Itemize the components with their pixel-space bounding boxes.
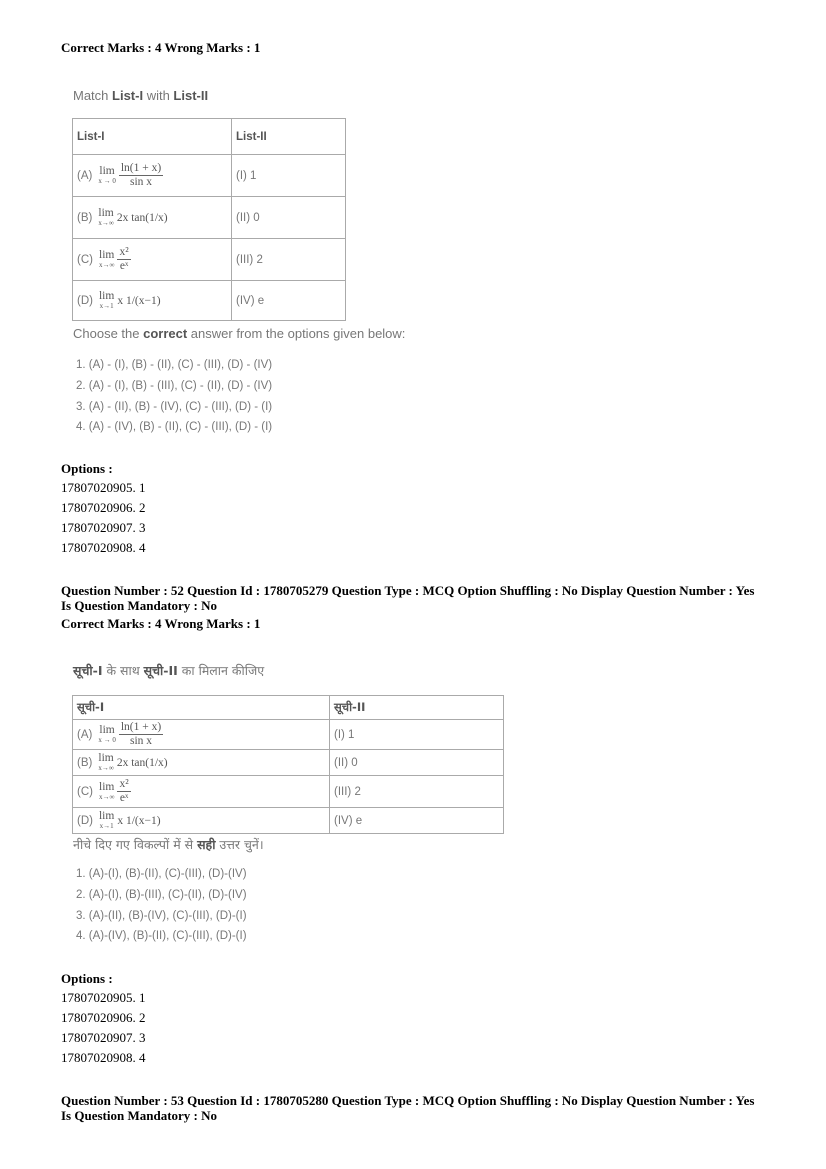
option-item: 17807020908. 4 bbox=[61, 540, 146, 555]
table-row bbox=[73, 155, 346, 197]
row-answer: (IV) e bbox=[232, 281, 346, 321]
lim-text: lim bbox=[99, 724, 115, 737]
lim-text: lim bbox=[98, 810, 115, 823]
fraction-numerator: x² bbox=[119, 778, 129, 791]
answer-choice: 1. (A)-(I), (B)-(II), (C)-(III), (D)-(IV) bbox=[76, 868, 247, 880]
row-answer: (IV) e bbox=[330, 808, 504, 834]
table-header-right: सूची-II bbox=[330, 696, 504, 720]
options-label: Options : bbox=[61, 971, 113, 986]
match-table bbox=[72, 118, 346, 321]
table-header-left: सूची-I bbox=[73, 696, 330, 720]
option-item: 17807020908. 4 bbox=[61, 1050, 146, 1065]
choose-prefix: नीचे दिए गए विकल्पों में से bbox=[73, 837, 198, 852]
lim-sub: x→∞ bbox=[98, 218, 114, 227]
lim-sub: x → 0 bbox=[98, 176, 116, 185]
question-meta-line: Question Number : 52 Question Id : 1780705279 Question Type : MCQ Option Shuffling : No Display Question Number : Yes bbox=[61, 583, 755, 598]
fraction-denominator: eˣ bbox=[119, 260, 129, 272]
row-label: (C) bbox=[77, 253, 93, 266]
option-item: 17807020906. 2 bbox=[61, 500, 146, 515]
option-item: 17807020906. 2 bbox=[61, 1010, 146, 1025]
match-table-hindi bbox=[72, 695, 504, 834]
row-answer: (I) 1 bbox=[330, 720, 504, 750]
choose-bold: सही bbox=[197, 837, 216, 852]
option-item: 17807020905. 1 bbox=[61, 480, 146, 495]
lim-text: lim bbox=[99, 249, 115, 262]
answer-choice: 3. (A) - (II), (B) - (IV), (C) - (III), (D) - (I) bbox=[76, 401, 273, 413]
fraction-denominator: sin x bbox=[129, 176, 153, 188]
option-item: 17807020905. 1 bbox=[61, 990, 146, 1005]
lim-sub: x→∞ bbox=[98, 792, 115, 801]
row-label: (D) bbox=[77, 294, 93, 307]
fraction-denominator: eˣ bbox=[119, 792, 129, 804]
row-answer: (I) 1 bbox=[232, 155, 346, 197]
lim-text: lim bbox=[98, 207, 114, 220]
row-answer: (III) 2 bbox=[232, 239, 346, 281]
match-instruction bbox=[73, 88, 208, 103]
expression: x 1/(x−1) bbox=[117, 814, 161, 827]
answer-choice: 2. (A)-(I), (B)-(III), (C)-(II), (D)-(IV) bbox=[76, 889, 247, 901]
lim-text: lim bbox=[99, 781, 115, 794]
instruction-mid: with bbox=[143, 88, 174, 103]
answer-choice: 3. (A)-(II), (B)-(IV), (C)-(III), (D)-(I) bbox=[76, 910, 247, 922]
instruction-list2: सूची-II bbox=[143, 663, 178, 678]
table-row bbox=[73, 239, 346, 281]
match-instruction-hindi bbox=[73, 662, 264, 679]
question-mandatory-line: Is Question Mandatory : No bbox=[61, 598, 218, 613]
row-answer: (II) 0 bbox=[232, 197, 346, 239]
table-header-right: List-II bbox=[232, 119, 346, 155]
choose-instruction-hindi bbox=[73, 836, 264, 853]
expression: x 1/(x−1) bbox=[117, 294, 161, 307]
lim-text: lim bbox=[98, 290, 115, 303]
lim-text: lim bbox=[99, 165, 115, 178]
options-label: Options : bbox=[61, 461, 113, 476]
instruction-list1: सूची-I bbox=[73, 663, 103, 678]
instruction-suffix: का मिलान कीजिए bbox=[177, 663, 265, 678]
lim-sub: x→1 bbox=[99, 821, 114, 830]
choose-suffix: answer from the options given below: bbox=[187, 326, 406, 341]
table-row bbox=[73, 750, 504, 776]
table-row bbox=[73, 720, 504, 750]
table-row bbox=[73, 776, 504, 808]
instruction-mid: के साथ bbox=[102, 663, 144, 678]
lim-sub: x→∞ bbox=[98, 260, 115, 269]
choose-suffix: उत्तर चुनें। bbox=[215, 837, 264, 852]
lim-sub: x→∞ bbox=[98, 763, 114, 772]
table-row bbox=[73, 197, 346, 239]
row-answer: (II) 0 bbox=[330, 750, 504, 776]
fraction-numerator: x² bbox=[119, 246, 129, 259]
answer-choice: 4. (A) - (IV), (B) - (II), (C) - (III), (D) - (I) bbox=[76, 421, 273, 433]
lim-sub: x → 0 bbox=[98, 735, 116, 744]
choose-instruction bbox=[73, 326, 405, 341]
table-row bbox=[73, 808, 504, 834]
row-label: (A) bbox=[77, 169, 93, 182]
table-header-left: List-I bbox=[73, 119, 232, 155]
table-row bbox=[73, 281, 346, 321]
option-item: 17807020907. 3 bbox=[61, 520, 146, 535]
answer-choice: 2. (A) - (I), (B) - (III), (C) - (II), (D) - (IV) bbox=[76, 380, 273, 392]
row-answer: (III) 2 bbox=[330, 776, 504, 808]
marks-line: Correct Marks : 4 Wrong Marks : 1 bbox=[61, 616, 261, 631]
lim-sub: x→1 bbox=[99, 301, 114, 310]
option-item: 17807020907. 3 bbox=[61, 1030, 146, 1045]
row-label: (B) bbox=[77, 211, 93, 224]
fraction-denominator: sin x bbox=[129, 735, 153, 747]
choose-prefix: Choose the bbox=[73, 326, 144, 341]
instruction-list2: List-II bbox=[173, 88, 209, 103]
marks-line: Correct Marks : 4 Wrong Marks : 1 bbox=[61, 40, 261, 55]
choose-bold: correct bbox=[143, 326, 188, 341]
row-label: (A) bbox=[77, 728, 93, 741]
question-mandatory-line: Is Question Mandatory : No bbox=[61, 1108, 218, 1123]
answer-choice: 1. (A) - (I), (B) - (II), (C) - (III), (D) - (IV) bbox=[76, 359, 273, 371]
fraction-numerator: ln(1 + x) bbox=[120, 721, 162, 734]
row-label: (B) bbox=[77, 756, 93, 769]
lim-text: lim bbox=[98, 752, 114, 765]
answer-choice: 4. (A)-(IV), (B)-(II), (C)-(III), (D)-(I) bbox=[76, 930, 247, 942]
fraction-numerator: ln(1 + x) bbox=[120, 162, 162, 175]
question-meta-line: Question Number : 53 Question Id : 1780705280 Question Type : MCQ Option Shuffling : No Display Question Number : Yes bbox=[61, 1093, 755, 1108]
row-label: (C) bbox=[77, 785, 93, 798]
row-label: (D) bbox=[77, 814, 93, 827]
instruction-list1: List-I bbox=[112, 88, 144, 103]
instruction-prefix: Match bbox=[73, 88, 113, 103]
expression: 2x tan(1/x) bbox=[116, 211, 168, 224]
expression: 2x tan(1/x) bbox=[116, 756, 168, 769]
